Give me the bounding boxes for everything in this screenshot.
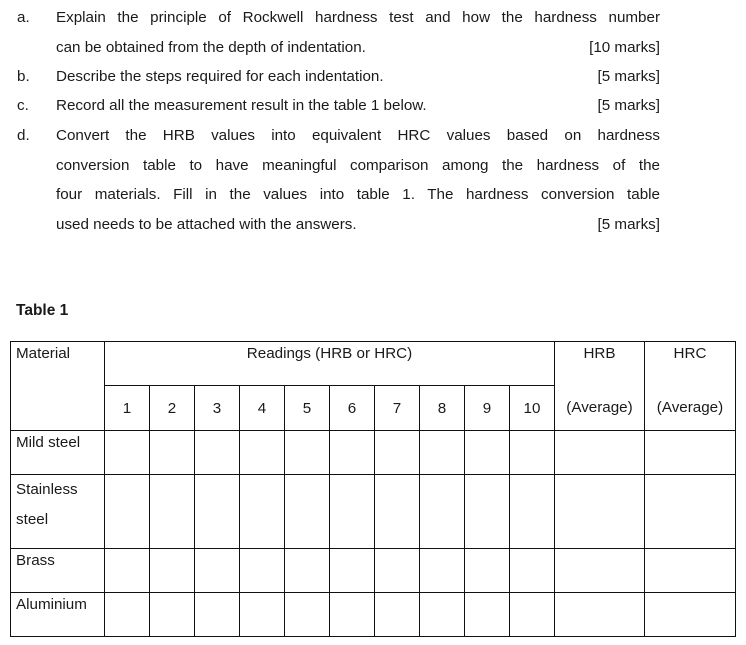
- reading-cell[interactable]: [330, 593, 375, 637]
- reading-number: 7: [375, 386, 420, 431]
- material-cell: [11, 593, 105, 637]
- question-text-line: used needs to be attached with the answers.: [56, 216, 357, 233]
- material-label: Aluminium: [16, 596, 87, 613]
- reading-number: 3: [195, 386, 240, 431]
- reading-cell[interactable]: [510, 475, 555, 549]
- reading-cell[interactable]: [465, 593, 510, 637]
- hrc-average-cell[interactable]: [645, 475, 736, 549]
- question-b: [0, 61, 746, 91]
- question-d-cont: [0, 179, 746, 209]
- reading-cell[interactable]: [375, 549, 420, 593]
- reading-cell[interactable]: [195, 549, 240, 593]
- reading-cell[interactable]: [195, 475, 240, 549]
- reading-cell[interactable]: [240, 431, 285, 475]
- reading-cell[interactable]: [465, 475, 510, 549]
- hrb-average-cell[interactable]: [555, 593, 645, 637]
- reading-cell[interactable]: [465, 431, 510, 475]
- marks-label: [5 marks]: [597, 216, 660, 233]
- reading-cell[interactable]: [105, 475, 150, 549]
- reading-cell[interactable]: [375, 475, 420, 549]
- reading-number: 9: [465, 386, 510, 431]
- reading-cell[interactable]: [150, 549, 195, 593]
- question-text-line: Record all the measurement result in the table 1 below.: [56, 97, 427, 114]
- header-hrb: HRB: [555, 342, 645, 386]
- header-hrc: HRC: [645, 342, 736, 386]
- hrb-average-cell[interactable]: [555, 431, 645, 475]
- question-letter: c.: [17, 97, 29, 114]
- reading-cell[interactable]: [105, 431, 150, 475]
- question-a: [0, 2, 746, 32]
- reading-number: 10: [510, 386, 555, 431]
- question-letter: b.: [17, 68, 30, 85]
- question-text-line: Convert the HRB values into equivalent HRC values based on hardness: [56, 127, 660, 144]
- reading-cell[interactable]: [420, 593, 465, 637]
- header-material: Material: [11, 342, 105, 431]
- question-d-cont: [0, 209, 746, 239]
- reading-cell[interactable]: [330, 549, 375, 593]
- table-caption: Table 1: [16, 302, 69, 319]
- question-text-line: Explain the principle of Rockwell hardness test and how the hardness number: [56, 9, 660, 26]
- reading-cell[interactable]: [375, 593, 420, 637]
- material-label: Stainless: [16, 481, 78, 498]
- table-row-brass: [11, 549, 736, 593]
- question-text-line: can be obtained from the depth of indentation.: [56, 39, 366, 56]
- reading-cell[interactable]: [285, 593, 330, 637]
- reading-cell[interactable]: [285, 475, 330, 549]
- reading-cell[interactable]: [510, 431, 555, 475]
- reading-cell[interactable]: [240, 549, 285, 593]
- reading-cell[interactable]: [105, 593, 150, 637]
- reading-cell[interactable]: [420, 549, 465, 593]
- question-text-line: conversion table to have meaningful comparison among the hardness of the: [56, 157, 660, 174]
- reading-cell[interactable]: [150, 475, 195, 549]
- reading-cell[interactable]: [285, 549, 330, 593]
- table-row-stainless-steel: [11, 475, 736, 549]
- reading-cell[interactable]: [510, 593, 555, 637]
- reading-cell[interactable]: [195, 593, 240, 637]
- reading-cell[interactable]: [195, 431, 240, 475]
- reading-cell[interactable]: [240, 475, 285, 549]
- hrb-average-cell[interactable]: [555, 475, 645, 549]
- reading-cell[interactable]: [510, 549, 555, 593]
- question-letter: a.: [17, 9, 30, 26]
- question-text-line: Describe the steps required for each indentation.: [56, 68, 384, 85]
- table-row-aluminium: [11, 593, 736, 637]
- reading-cell[interactable]: [240, 593, 285, 637]
- reading-number: 5: [285, 386, 330, 431]
- material-cell: [11, 431, 105, 475]
- hardness-table: [10, 341, 736, 637]
- question-text-line: four materials. Fill in the values into table 1. The hardness conversion table: [56, 186, 660, 203]
- reading-number: 4: [240, 386, 285, 431]
- marks-label: [5 marks]: [597, 68, 660, 85]
- material-label: steel: [16, 511, 49, 528]
- reading-cell[interactable]: [330, 475, 375, 549]
- reading-cell[interactable]: [420, 475, 465, 549]
- header-hrb-average: (Average): [555, 386, 645, 431]
- hrc-average-cell[interactable]: [645, 593, 736, 637]
- reading-cell[interactable]: [285, 431, 330, 475]
- reading-cell[interactable]: [375, 431, 420, 475]
- hrb-average-cell[interactable]: [555, 549, 645, 593]
- reading-number: 1: [105, 386, 150, 431]
- material-label: Brass: [16, 552, 55, 569]
- hrc-average-cell[interactable]: [645, 549, 736, 593]
- reading-cell[interactable]: [150, 431, 195, 475]
- reading-number: 2: [150, 386, 195, 431]
- reading-number-row: [11, 386, 736, 431]
- question-d-cont: [0, 150, 746, 180]
- header-hrc-average: (Average): [645, 386, 736, 431]
- reading-cell[interactable]: [330, 431, 375, 475]
- material-label: Mild steel: [16, 434, 81, 451]
- question-c: [0, 90, 746, 120]
- reading-number: 8: [420, 386, 465, 431]
- marks-label: [10 marks]: [589, 39, 660, 56]
- marks-label: [5 marks]: [597, 97, 660, 114]
- material-cell: [11, 475, 105, 549]
- question-d: [0, 120, 746, 150]
- reading-number: 6: [330, 386, 375, 431]
- material-cell: [11, 549, 105, 593]
- question-a-cont: [0, 32, 746, 62]
- reading-cell[interactable]: [105, 549, 150, 593]
- reading-cell[interactable]: [420, 431, 465, 475]
- question-letter: d.: [17, 127, 30, 144]
- header-readings: Readings (HRB or HRC): [105, 342, 555, 386]
- reading-cell[interactable]: [465, 549, 510, 593]
- table-row-mild-steel: [11, 431, 736, 475]
- hrc-average-cell[interactable]: [645, 431, 736, 475]
- reading-cell[interactable]: [150, 593, 195, 637]
